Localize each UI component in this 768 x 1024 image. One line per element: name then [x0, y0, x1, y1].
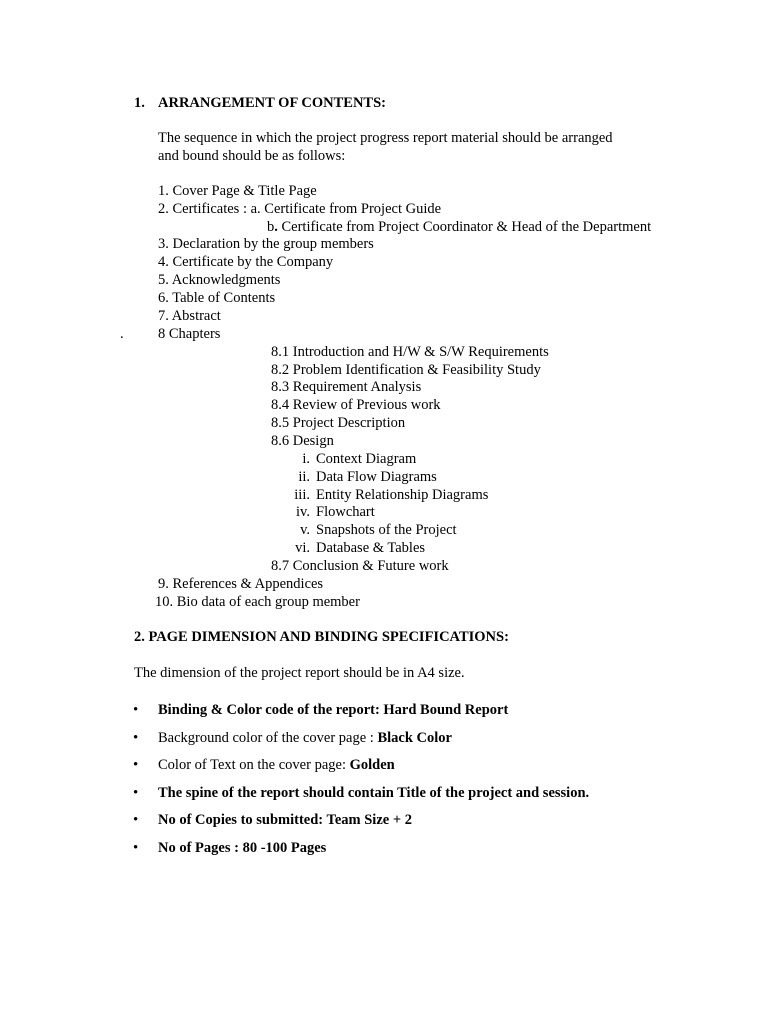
design-item-number: iii.	[294, 487, 310, 503]
cover-background-label: Background color of the cover page :	[158, 730, 378, 746]
design-item-number: i.	[302, 451, 310, 467]
design-item-text: Entity Relationship Diagrams	[316, 487, 489, 503]
section-1-heading: ARRANGEMENT OF CONTENTS:	[158, 95, 386, 111]
list-item: 10. Bio data of each group member	[155, 594, 360, 610]
bullet-cover-text-color	[158, 758, 395, 773]
design-item-text: Snapshots of the Project	[316, 522, 457, 538]
list-item: 2. Certificates : a. Certificate from Project Guide	[158, 201, 442, 217]
certificate-b-line	[267, 220, 651, 235]
certificate-b-text: Certificate from Project Coordinator & Head of the Department	[277, 219, 652, 235]
list-item: 5. Acknowledgments	[158, 272, 281, 288]
intro-line-2: and bound should be as follows:	[158, 148, 346, 164]
certificate-b-prefix: b	[267, 219, 275, 235]
list-item: 4. Certificate by the Company	[158, 254, 334, 270]
bullet-spine: The spine of the report should contain Title of the project and session.	[158, 785, 590, 801]
cover-text-color-label: Color of Text on the cover page:	[158, 757, 350, 773]
bullet-marker: •	[133, 840, 139, 856]
bullet-marker: •	[133, 730, 139, 746]
list-item: 6. Table of Contents	[158, 290, 276, 306]
design-item-number: v.	[300, 522, 310, 538]
chapter-item: 8.1 Introduction and H/W & S/W Requirements	[271, 344, 549, 360]
cover-text-color-value: Golden	[349, 757, 395, 773]
chapter-item: 8.5 Project Description	[271, 415, 406, 431]
bullet-cover-background	[158, 731, 452, 746]
chapter-item: 8.3 Requirement Analysis	[271, 379, 422, 395]
list-item: 8 Chapters	[158, 326, 221, 342]
design-item-text: Context Diagram	[316, 451, 417, 467]
chapter-item: 8.2 Problem Identification & Feasibility Study	[271, 362, 541, 378]
chapter-item: 8.6 Design	[271, 433, 334, 449]
design-item-text: Flowchart	[316, 504, 375, 520]
section-1-number: 1.	[134, 95, 145, 111]
design-item-text: Data Flow Diagrams	[316, 469, 437, 485]
bullet-pages: No of Pages : 80 -100 Pages	[158, 840, 327, 856]
bullet-marker: •	[133, 757, 139, 773]
list-item: 1. Cover Page & Title Page	[158, 183, 317, 199]
design-item-number: iv.	[296, 504, 310, 520]
chapter-item: 8.4 Review of Previous work	[271, 397, 441, 413]
chapter-item: 8.7 Conclusion & Future work	[271, 558, 449, 574]
certificate-b-dot: .	[274, 219, 278, 235]
list-item: 7. Abstract	[158, 308, 221, 324]
section-2-heading: 2. PAGE DIMENSION AND BINDING SPECIFICATIONS:	[134, 629, 509, 645]
stray-dot: .	[120, 326, 124, 342]
list-item: 9. References & Appendices	[158, 576, 324, 592]
design-item-number: vi.	[295, 540, 310, 556]
list-item: 3. Declaration by the group members	[158, 236, 374, 252]
bullet-marker: •	[133, 812, 139, 828]
design-item-text: Database & Tables	[316, 540, 426, 556]
bullet-marker: •	[133, 702, 139, 718]
intro-line-1: The sequence in which the project progress report material should be arranged	[158, 130, 613, 146]
bullet-copies: No of Copies to submitted: Team Size + 2	[158, 812, 412, 828]
bullet-binding: Binding & Color code of the report: Hard Bound Report	[158, 702, 509, 718]
cover-background-value: Black Color	[377, 730, 452, 746]
bullet-marker: •	[133, 785, 139, 801]
design-item-number: ii.	[298, 469, 310, 485]
section-2-intro: The dimension of the project report should be in A4 size.	[134, 665, 465, 681]
